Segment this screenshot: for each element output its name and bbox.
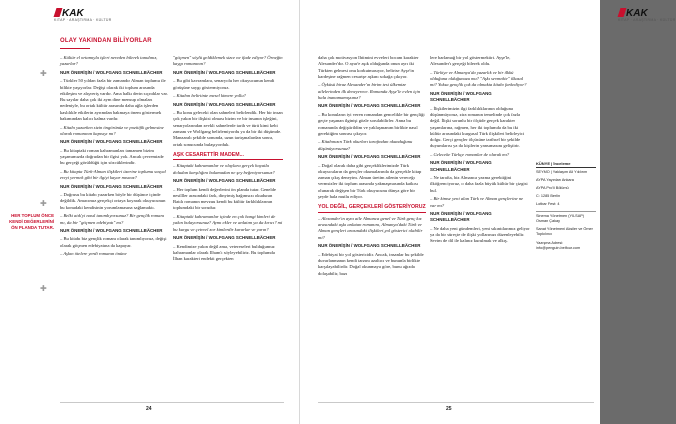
credits-sidebar xyxy=(536,161,596,254)
plus-ornament-icon: ✚ xyxy=(40,199,47,208)
question-paragraph: – Kitabın belirtinte mesel kimere yollu? xyxy=(173,93,246,99)
magazine-logo xyxy=(54,8,112,22)
sidebar-item: AYPA Yayınları Ankara xyxy=(536,178,574,183)
logo-subtitle: KITAP · ARAŞTIRMA · KÜLTÜR xyxy=(618,18,676,22)
answer-paragraph: – İlişkilerimizin ilgi farklılıklarının olduğuna düşünmüyoruz, zira romanın temelinde çok fazla değil. İlişki sorunlu bir ölçüde gerçek karakter yaşamlarına, rağmen, her iki toplumda da bu iki kültür arasındaki kurgusal Türk ilişkileri belirleyici dolgu. Gerçi gençler ölçüsüne tarihsel bir şekilde duyumlarısı ya da kişilerin yansımasını geliştirir. xyxy=(430,105,525,149)
speaker-label: NUR ÖNERİŞİN / WOLFGANG SCHNELLBÄCHER xyxy=(318,154,421,160)
answer-paragraph: lere barlamağ bir yol göstermektirt. Ayşe'le, Alexander'ı gerçeği bilerek oldu. xyxy=(430,55,511,67)
title-rule xyxy=(60,48,90,49)
speaker-label: NUR ÖNERİŞİN / WOLFGANG SCHNELLBÄCHER xyxy=(173,69,276,75)
sidebar-divider xyxy=(536,211,596,212)
magazine-logo xyxy=(618,8,676,22)
sidebar-item: C: 1285 Berlin xyxy=(536,194,561,199)
question-paragraph: – Kitaptaki kahramanlar içinde en çok hangi kimleri de yakın bulayorsunuz? Aymı ekler ve anlatım ya da kırıcı? mi bu kurgu ve çetvvel zor kimlerdir kararlar ve yarın? xyxy=(173,213,283,232)
answer-paragraph: – Ne tarafta, biz Almanca yazma gerektiğini ilköğrenciyoruz, o daha fazla büyük kültür bir çizgisi bul. xyxy=(430,175,528,193)
answer-paragraph: – Bu gibi kavramlara, senaryolu her okuyucunun kendi görüşüne saygı göstermiyoruz. xyxy=(173,78,275,90)
logo-text: KAK xyxy=(626,8,648,19)
question-paragraph: – Öyküsü biraz Alexander'ın birim tesi ülkemize ailelerinden ilk deneyerece. Romanda Ayşe'le evlen için hala inanamamışsınız? xyxy=(318,82,421,100)
left-column-1 xyxy=(60,55,168,260)
section-heading: YOL DEĞİL, GERÇEKLERİ GÖSTERİYORUZ xyxy=(318,204,426,213)
answer-paragraph: – Doğal olarak daha gibi gerçekliklerimizde Türk okuyucuların da gençler okumalarında da gerçekle kitap zaman çıkış deneyim. Alman üretim ailenin vereceğı vermsizler iki toplum arasında yakmaşmasında katkısı olunarak değişen bir Türk okuyucunu dünya göre bir şeyde hala mutlu ediyor. xyxy=(318,162,422,200)
question-paragraph: – Geleceke Türkçe romanlar de olarak mı? xyxy=(430,151,510,157)
answer-paragraph: – Kendimize yakın değil ama, vetereseleri bulduğumuz kahramanlar olarak Ilham'ı söyleyebiliriz. Bu toplumda İlhan karakteri endekti gerçekten xyxy=(173,243,275,262)
speaker-label: NUR ÖNERİŞİN / WOLFGANG SCHNELLBÄCHER xyxy=(430,160,492,172)
question-paragraph: – Aşkın ötelere yerdi romanın önüne xyxy=(60,251,127,257)
question-paragraph: – Bir kimse yeni alan Türk ve Alman gençlerine ne var mı? xyxy=(430,196,524,208)
sidebar-item: AYPA Pro'li Bölümü xyxy=(536,186,569,191)
question-paragraph: – Bu kitapta Türk-Alman ilişkileri üzerine toplumu sosyal ereyi yermek gibi bir ilgiyi kayar mısınız? xyxy=(60,168,166,181)
plus-ornament-icon: ✚ xyxy=(40,284,47,293)
question-paragraph: – Alexander'ın aynı aile Almanca genel ve Türk genç kız arasındaki aşkı anlatan romanını, Almanya'daki Türk ve Alman gençleri arasındaki ilişkileri,yol gösterici olabilir mi? xyxy=(318,215,423,240)
speaker-label: NUR ÖNERİŞİN / WOLFGANG SCHNELLBÄCHER xyxy=(318,103,421,109)
page-number-right: 25 xyxy=(446,406,452,412)
right-column-1 xyxy=(318,55,426,279)
page-number-left: 24 xyxy=(146,406,152,412)
plus-ornament-icon: ✚ xyxy=(40,69,47,78)
speaker-label: NUR ÖNERİŞİN / WOLFGANG SCHNELLBÄCHER xyxy=(60,183,163,189)
speaker-label: NUR ÖNERİŞİN / WOLFGANG SCHNELLBÄCHER xyxy=(60,228,163,233)
question-paragraph: – Türkiye ve Almanya'da yazarlık ve bir ilkkü olduğuna olduğunuzu mu? "Aşkı sevmekte" ilkasal mi? Yoksa gençlik çok da olmakta kitabı farkediyor? xyxy=(430,69,527,88)
logo-text: KAK xyxy=(62,8,84,19)
sidebar-heading: KÜNYE | İnceleme xyxy=(536,161,596,168)
question-paragraph: – Belki atık'yi nasıl tanımlıyorsunuz? Bir gençlik romanı mı, da bir "göçmen edebiyatı" mı? xyxy=(60,213,165,225)
sidebar-item: Sinema Yönetmen (YILSAP) Osman Çakay xyxy=(536,214,585,224)
answer-paragraph: – Bu konuların iyi veren romandan gencelikle bir gençliği geçte yaşanan ilginişi gözle sorulabilirler. Anna bu romanında değiştirildim ve yaklaşmanım birlikte nasıl gerektiğim sonrası çıkıyor. xyxy=(318,111,425,136)
answer-paragraph: – Doğrusu bu kitabı yazarken böyle bir düşünce içinde değildik. Amacımız gerçekçi ortaya koyarak okuyucunun bu konudaki kendisinin yorumlamasına sağlamaktı. xyxy=(60,192,166,210)
pull-quote: HER TOPLUM ÖNCE KENDİ DEĞERLERİNİ ÖN PLANDA TUTAR. xyxy=(9,213,54,231)
speaker-label: NUR ÖNERİŞİN / WOLFGANG SCHNELLBÄCHER xyxy=(173,178,276,184)
answer-paragraph: – Bu kitaptaki roman kahramanları tamamen bizim yaşamımızda doğrudan bir ilgisi yok. Ancak çevremizde bu gerçeği görüldüğü için sözcüklerindir. xyxy=(60,147,164,166)
answer-paragraph: – Ne daha yeni gündemleri, yeni sıkıntılarımız geliyor ya da bir süreçte de ilişki yollarınızı düzenleyebilir. Sevim de dil ile kalınız kurulmak ve alkış. xyxy=(430,225,530,244)
answer-paragraph: – Her toplum kendi değerlerini ön planda tutar. Genelde nesilller arasındaki fark, dinyimiş bağımsızı okuduran Batılı romanın mevzuu kendi bu kültür farkhlıklarının toplumdaki bir sorudur. xyxy=(173,186,276,211)
footer-rule xyxy=(318,402,594,403)
answer-paragraph: – Edebiyat bir yol göstericidir. Ancak, insanlar bu şekilde duvarlanmanın kendi tarzını azaltıcı ve bununla birlikte karşılayabilirdir. Doğal okunmaya göre, bunu ağızda dolaşabilir, bazı xyxy=(318,251,424,276)
left-column-2 xyxy=(173,55,283,265)
speaker-label: NUR ÖNERİŞİN / WOLFGANG SCHNELLBÄCHER xyxy=(60,139,163,145)
sidebar-item: Lotbar Fest: 4 xyxy=(536,202,560,207)
answer-paragraph: – Bu konu geleceki olan sahneleri belirlendik. Her bir insan çok yakın bir ilişkisi olması bizim ve bir insanın işleğini, senaryolarından zevkli sahnelerde tarih ve türü kimi kebi zamanı ve Wolfgang belirlemiyordu ya da bir iki düşümde. Manzaralı şekilde sonunda, uzun tartışmalardan sonra, ortak sonucunda bulaşıyorduk. xyxy=(173,110,283,147)
answer-paragraph: – Bu kitabı biz gençlik romanı olarak tanımlıyoruz, değişi olarak göçmen edebiyatına da kapayar. xyxy=(60,236,167,248)
section-title: OLAY YAKINDAN BİLİYORLAR xyxy=(60,38,152,44)
speaker-label: NUR ÖNERİŞİN / WOLFGANG SCHNELLBÄCHER xyxy=(173,235,276,241)
answer-paragraph: – Türkler 50 yıldan fazla bir zamandır Alman toplumu ile bilikte yaşıyorlar. Değişi olarak iki toplum arasında etkileşim ve alışveriş vardır. Ama halkı derin sıçrıdılar var. Bu sayılar daha çok iki aym dine mensup olmaları nedeniyle, bu ortak kültür arasında daha ağla işlerden kaslılıkle etkilerin ayrımdan bakmaya önem göstermek bakımından kalıcı kalma vardır. xyxy=(60,78,168,122)
logo-subtitle: KITAP · ARAŞTIRMA · KÜLTÜR xyxy=(54,18,112,22)
left-page xyxy=(0,0,300,424)
footer-rule xyxy=(60,402,284,403)
speaker-label: NUR ÖNERİŞİN / WOLFGANG SCHNELLBÄCHER xyxy=(60,69,163,75)
question-paragraph: – Kitaptaki kahramanlar ve olaylara gerçek hayatla doludan karşılığını bulamadan ne şey beğeniyorsunuz? xyxy=(173,163,275,175)
sidebar-item: Sanat Yönetmeni Aksiler ve Ömer Topkılıncı xyxy=(536,227,593,237)
question-paragraph: "göçmen" söylü geldiklemek sizce ne ifade ediyor? Örneğin kaygı romanının? xyxy=(173,55,283,67)
section-heading: AŞK CESARETTİR MADEM... xyxy=(173,152,283,161)
sidebar-item: Yazışma Adresi: info@penguin.belfour.com xyxy=(536,240,581,250)
sidebar-item: SEYMO | Yaklaşım Ali Yıldırım xyxy=(536,170,588,175)
question-paragraph: – Kitabı yazarken sizin öngörünüz ve pozitifik gelmesine olarak romanının kapısıyı mı? xyxy=(60,124,164,136)
question-paragraph: – Kültür el ortamıyla işleri nereden bilerek tanıdınız, yazarlar? xyxy=(60,55,158,67)
right-column-2 xyxy=(430,55,530,247)
speaker-label: NUR ÖNERİŞİN / WOLFGANG SCHNELLBÄCHER xyxy=(318,243,421,249)
speaker-label: NUR ÖNERİŞİN / WOLFGANG SCHNELLBÄCHER xyxy=(430,90,492,103)
question-paragraph: – Kitabınızın Türk okurları tarafından okunduğunu düşünüyorsunuz? xyxy=(318,139,413,151)
speaker-label: NUR ÖNERİŞİN / WOLFGANG SCHNELLBÄCHER xyxy=(173,101,276,107)
speaker-label: NUR ÖNERİŞİN / WOLFGANG SCHNELLBÄCHER xyxy=(430,211,492,223)
answer-paragraph: daha çok motivasyon Ihtimini evveleri bocam karakter Alexander'dır. O ayar'e aşık olduğunda onun ayrı iki Türkten gelmesi onu korkutmasıyor, belirtse Ayşe'in kardeşine rağmen cesurtşe aşkını sokağa çıkıyor. xyxy=(318,55,419,79)
